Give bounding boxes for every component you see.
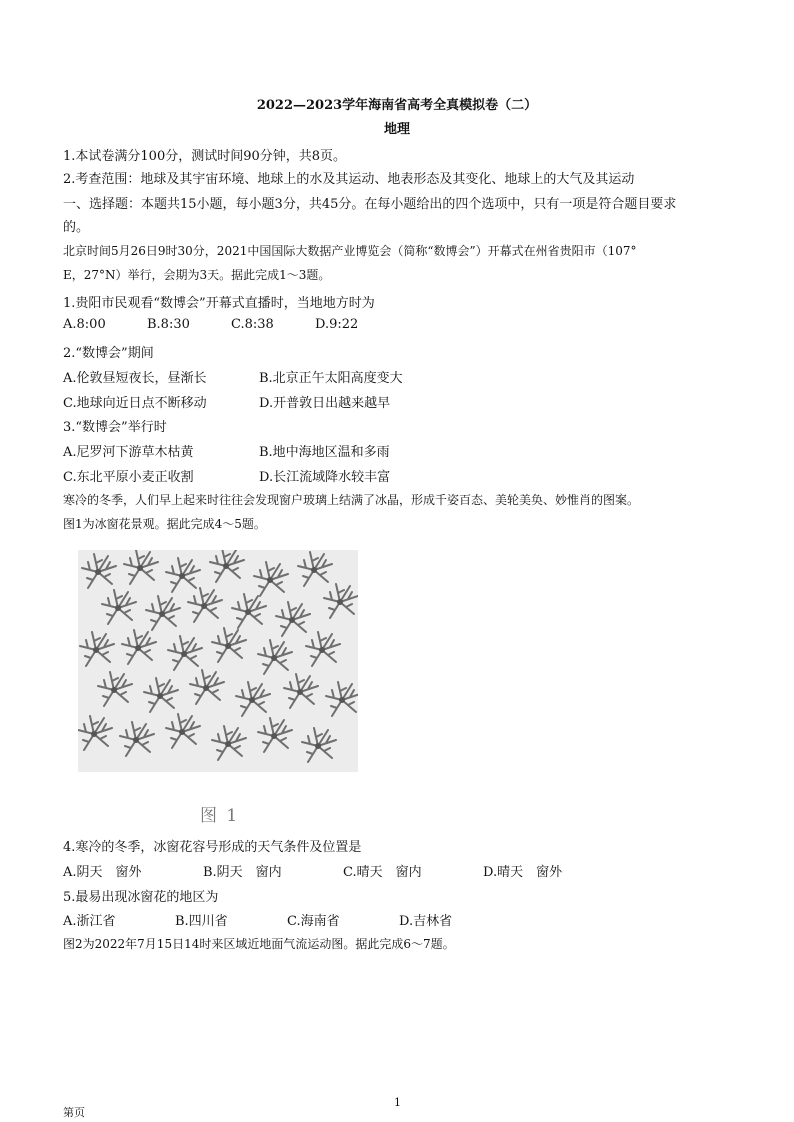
q2-option-d: D.开普敦日出越来越早 [259,396,391,411]
q4-option-d: D.晴天 窗外 [483,865,563,880]
q1-option-b: B.8:30 [147,317,190,332]
q4-option-a: A.阴天 窗外 [63,865,142,880]
footer-label: 第页 [63,1106,85,1119]
q2-option-c: C.地球向近日点不断移动 [63,396,207,411]
passage-1-line-1: 北京时间5月26日9时30分，2021中国国际大数据产业博览会（简称“数博会”）开幕式在州省贵阳市（107° [63,244,637,258]
question-1-stem: 1.贵阳市民观看“数博会”开幕式直播时，当地地方时为 [63,296,375,311]
q5-option-c: C.海南省 [287,914,340,929]
q2-option-a: A.伦敦昼短夜长，昼渐长 [63,371,207,386]
question-2-stem: 2.“数博会”期间 [63,346,154,361]
note-1: 1.本试卷满分100分，测试时间90分钟，共8页。 [63,149,347,164]
page-number: 1 [394,1096,401,1109]
ice-crystal-illustration [78,550,358,772]
q1-option-d: D.9:22 [315,317,359,332]
q3-option-d: D.长江流域降水较丰富 [259,470,391,485]
q5-option-a: A.浙江省 [63,914,116,929]
q3-option-a: A.尼罗河下游草木枯黄 [63,445,194,460]
q3-option-b: B.地中海地区温和多雨 [259,445,390,460]
passage-2-line-2: 图1为冰窗花景观。据此完成4～5题。 [63,517,266,531]
subject-title: 地理 [383,122,410,137]
passage-1-line-2: E，27°N）举行，会期为3天。据此完成1～3题。 [63,268,331,282]
q4-option-b: B.阴天 窗内 [203,865,282,880]
question-3-stem: 3.“数博会”举行时 [63,420,167,435]
q3-option-c: C.东北平原小麦正收割 [63,470,194,485]
question-4-stem: 4.寒冷的冬季，冰窗花容号形成的天气条件及位置是 [63,840,362,855]
section-heading-line-1: 一、选择题：本题共15小题，每小题3分，共45分。在每小题给出的四个选项中，只有一项是符合题目要求 [63,197,677,212]
q5-option-d: D.吉林省 [399,914,453,929]
note-2: 2.考查范围：地球及其宇宙环境、地球上的水及其运动、地表形态及其变化、地球上的大气及其运动 [63,172,635,187]
q5-option-b: B.四川省 [175,914,228,929]
exam-title: 2022—2023学年海南省高考全真模拟卷（二） [256,98,538,113]
q1-option-c: C.8:38 [231,317,274,332]
section-heading-line-2: 的。 [63,220,90,235]
figure-1-caption: 图 1 [200,806,240,826]
figure-1-ice-window-photo [78,550,358,772]
question-5-stem: 5.最易出现冰窗花的地区为 [63,890,219,905]
passage-3-line-1: 图2为2022年7月15日14时来区域近地面气流运动图。据此完成6～7题。 [63,937,455,951]
q4-option-c: C.晴天 窗内 [343,865,422,880]
passage-2-line-1: 寒冷的冬季，人们早上起来时往往会发现窗户玻璃上结满了冰晶，形成千姿百态、美轮美奂、妙惟肖的图案。 [63,493,640,507]
q2-option-b: B.北京正午太阳高度变大 [259,371,403,386]
q1-option-a: A.8:00 [63,317,106,332]
